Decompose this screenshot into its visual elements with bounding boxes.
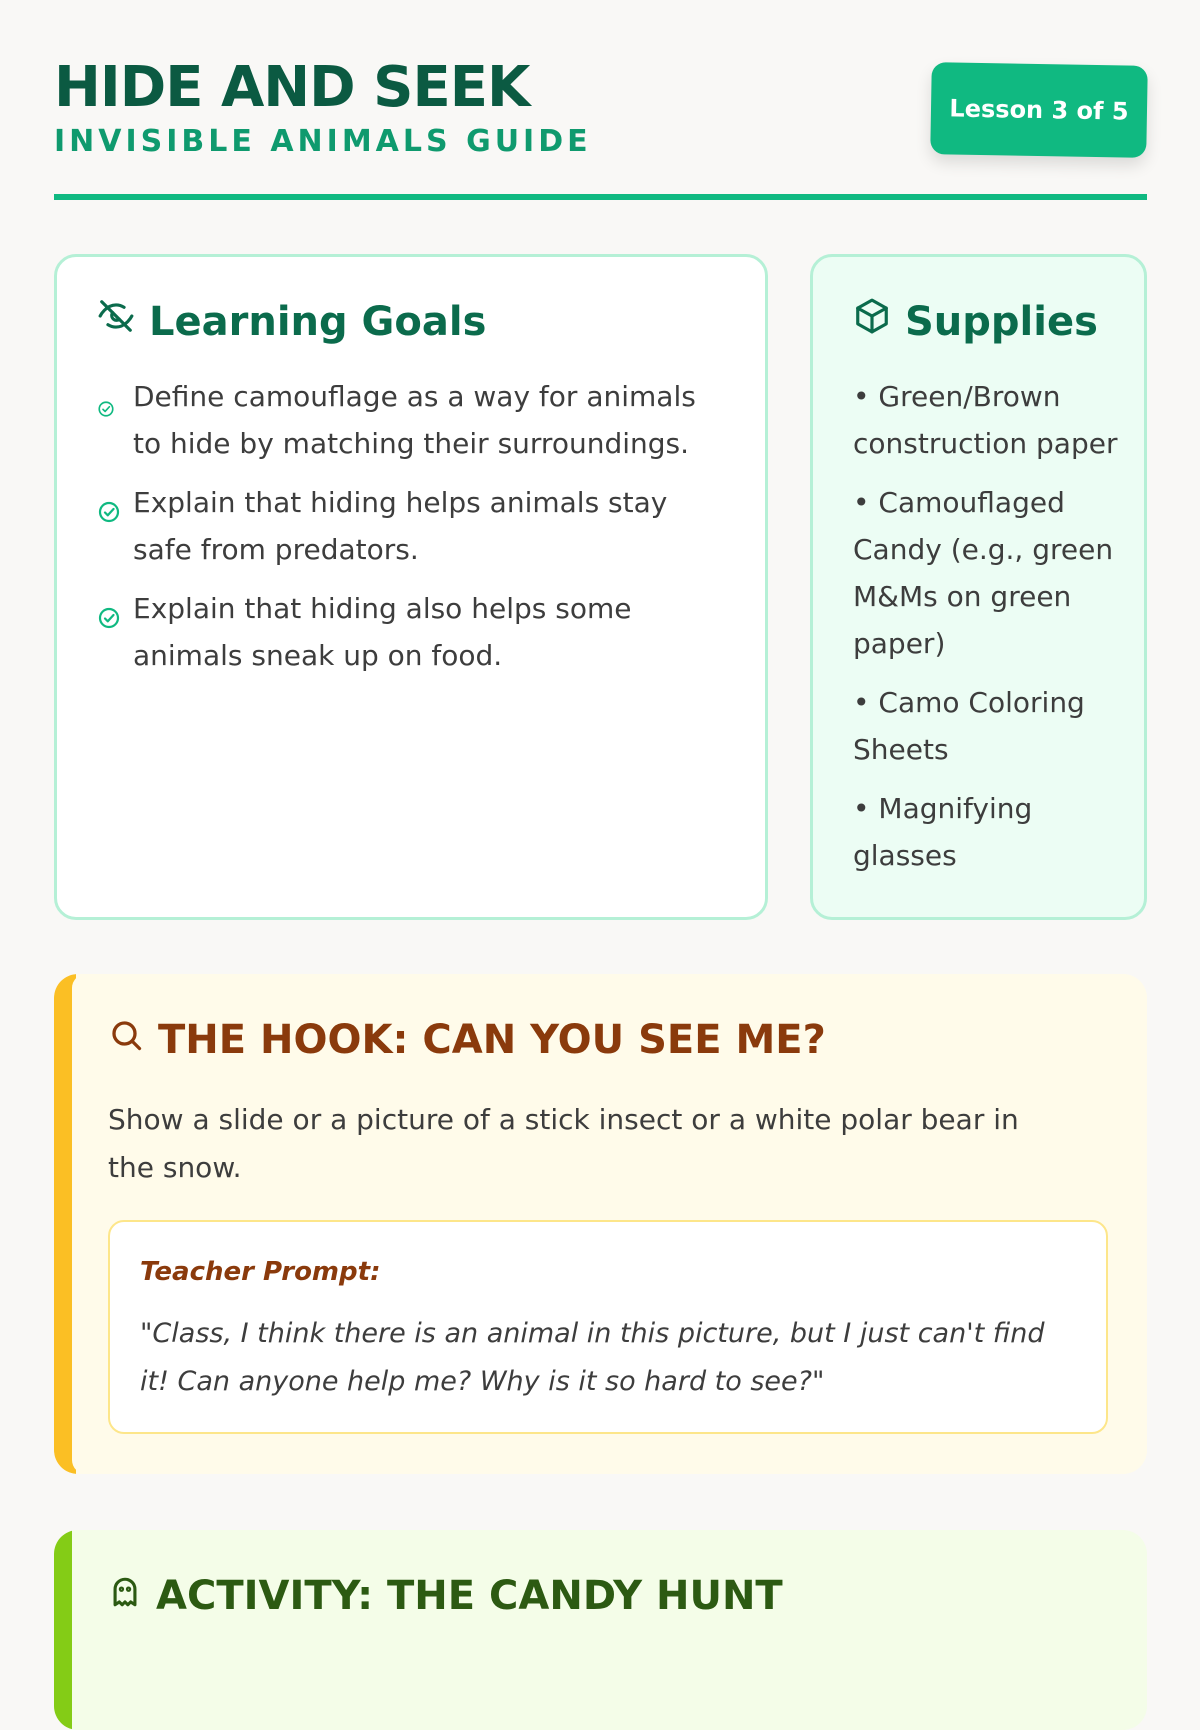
check-circle-icon	[97, 597, 123, 679]
teacher-prompt-text: "Class, I think there is an animal in this picture, but I just can't find it! Can anyone help me? Why is it so hard to see?"	[140, 1318, 1045, 1397]
activity-section	[54, 1530, 1147, 1730]
list-item: • Green/Brown construction paper	[853, 380, 1118, 460]
check-circle-icon	[97, 491, 123, 573]
supplies-card	[810, 254, 1147, 920]
activity-title: ACTIVITY: THE CANDY HUNT	[156, 1573, 783, 1619]
teacher-prompt-label: Teacher Prompt:	[140, 1257, 381, 1287]
hook-content	[72, 974, 1147, 1474]
header-divider	[54, 194, 1147, 200]
goal-text: Explain that hiding helps animals stay safe from predators.	[133, 486, 668, 566]
ghost-icon	[108, 1572, 142, 1620]
hook-description: Show a slide or a picture of a stick insect or a white polar bear in the snow.	[108, 1103, 1019, 1184]
search-icon	[108, 1016, 144, 1064]
page-title: HIDE AND SEEK	[54, 55, 530, 120]
list-item: • Camouflaged Candy (e.g., green M&Ms on green paper)	[853, 486, 1114, 660]
list-item: • Camo Coloring Sheets	[853, 686, 1085, 766]
goal-text: Define camouflage as a way for animals to hide by matching their surroundings.	[133, 380, 696, 460]
learning-goals-card	[54, 254, 768, 920]
hook-section	[54, 974, 1147, 1474]
list-item	[97, 585, 727, 679]
supplies-title: Supplies	[905, 298, 1098, 345]
learning-goals-list	[97, 373, 727, 691]
page-subtitle: INVISIBLE ANIMALS GUIDE	[54, 124, 592, 159]
learning-goals-heading	[97, 297, 486, 346]
page-header	[54, 0, 1147, 200]
check-circle-icon	[97, 385, 123, 467]
activity-heading	[108, 1572, 783, 1620]
list-item: • Magnifying glasses	[853, 792, 1033, 872]
lesson-badge: Lesson 3 of 5	[930, 62, 1148, 158]
list-item	[97, 373, 727, 467]
box-icon	[853, 297, 891, 346]
goal-text: Explain that hiding also helps some animals sneak up on food.	[133, 592, 632, 672]
supplies-heading	[853, 297, 1098, 346]
teacher-prompt-box	[108, 1220, 1108, 1434]
hook-heading	[108, 1016, 826, 1064]
hook-title: THE HOOK: CAN YOU SEE ME?	[158, 1017, 826, 1063]
lesson-page	[54, 0, 1147, 1619]
eye-off-icon	[97, 297, 135, 346]
list-item	[97, 479, 727, 573]
supplies-list	[853, 373, 1123, 891]
learning-goals-title: Learning Goals	[149, 298, 487, 345]
